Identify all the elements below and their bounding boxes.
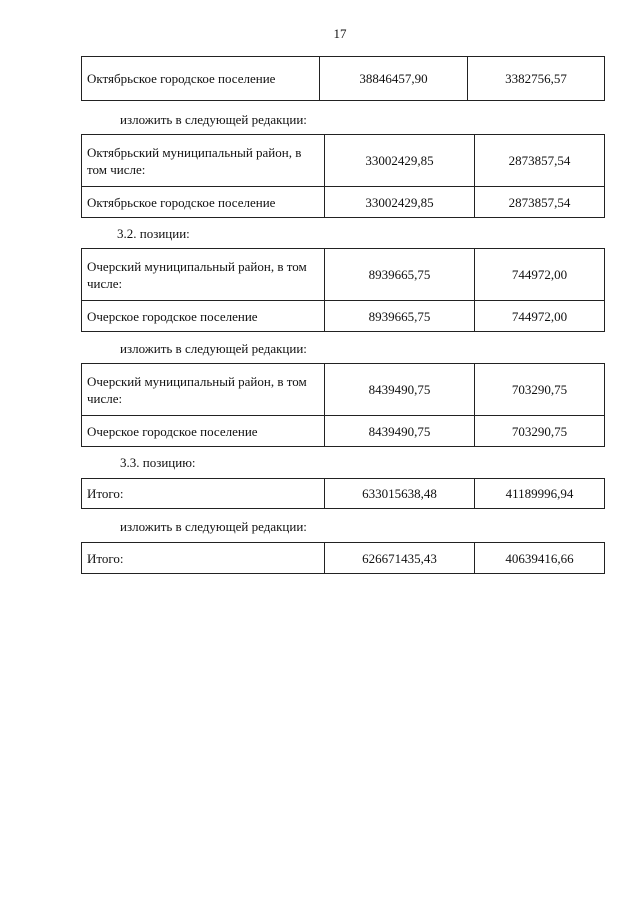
table-2 [81,134,605,218]
table-row [82,301,605,332]
table-cell-value-2: 703290,75 [475,416,605,447]
table-cell-value-2: 3382756,57 [468,57,605,101]
table-cell-value-1: 8439490,75 [325,364,475,416]
page-number: 17 [333,26,347,41]
table-cell-value-2: 2873857,54 [475,187,605,218]
table-cell-value-1: 33002429,85 [325,187,475,218]
table-row [82,364,605,416]
table-cell-value-2: 744972,00 [475,249,605,301]
table-4 [81,363,605,447]
table-cell-name: Октябрьское городское поселение [82,57,320,101]
paragraph-section-3-3: 3.3. позицию: [120,455,196,470]
paragraph-redaction-1: изложить в следующей редакции: [120,112,307,127]
table-6 [81,542,605,574]
table-cell-name: Октябрьское городское поселение [82,187,325,218]
paragraph-redaction-2: изложить в следующей редакции: [120,341,307,356]
table-row [82,57,605,101]
table-cell-value-2: 744972,00 [475,301,605,332]
table-row [82,416,605,447]
table-cell-name: Итого: [82,543,325,574]
table-cell-name: Очерский муниципальный район, в том числе: [82,364,325,416]
table-cell-value-2: 703290,75 [475,364,605,416]
table-cell-value-1: 8939665,75 [325,249,475,301]
table-cell-name: Очерское городское поселение [82,301,325,332]
table-cell-value-1: 38846457,90 [320,57,468,101]
table-cell-name: Октябрьский муниципальный район, в том числе: [82,135,325,187]
table-cell-value-1: 633015638,48 [325,479,475,509]
table-cell-value-2: 2873857,54 [475,135,605,187]
table-row [82,479,605,509]
paragraph-redaction-3: изложить в следующей редакции: [120,519,307,534]
table-cell-value-2: 40639416,66 [475,543,605,574]
table-cell-value-1: 33002429,85 [325,135,475,187]
table-row [82,249,605,301]
table-cell-name: Очерский муниципальный район, в том числе: [82,249,325,301]
table-1 [81,56,605,101]
table-5 [81,478,605,509]
table-row [82,543,605,574]
table-3 [81,248,605,332]
table-row [82,135,605,187]
paragraph-section-3-2: 3.2. позиции: [117,226,190,241]
table-row [82,187,605,218]
table-cell-value-1: 626671435,43 [325,543,475,574]
table-cell-value-1: 8439490,75 [325,416,475,447]
table-cell-name: Итого: [82,479,325,509]
table-cell-value-2: 41189996,94 [475,479,605,509]
table-cell-name: Очерское городское поселение [82,416,325,447]
table-cell-value-1: 8939665,75 [325,301,475,332]
